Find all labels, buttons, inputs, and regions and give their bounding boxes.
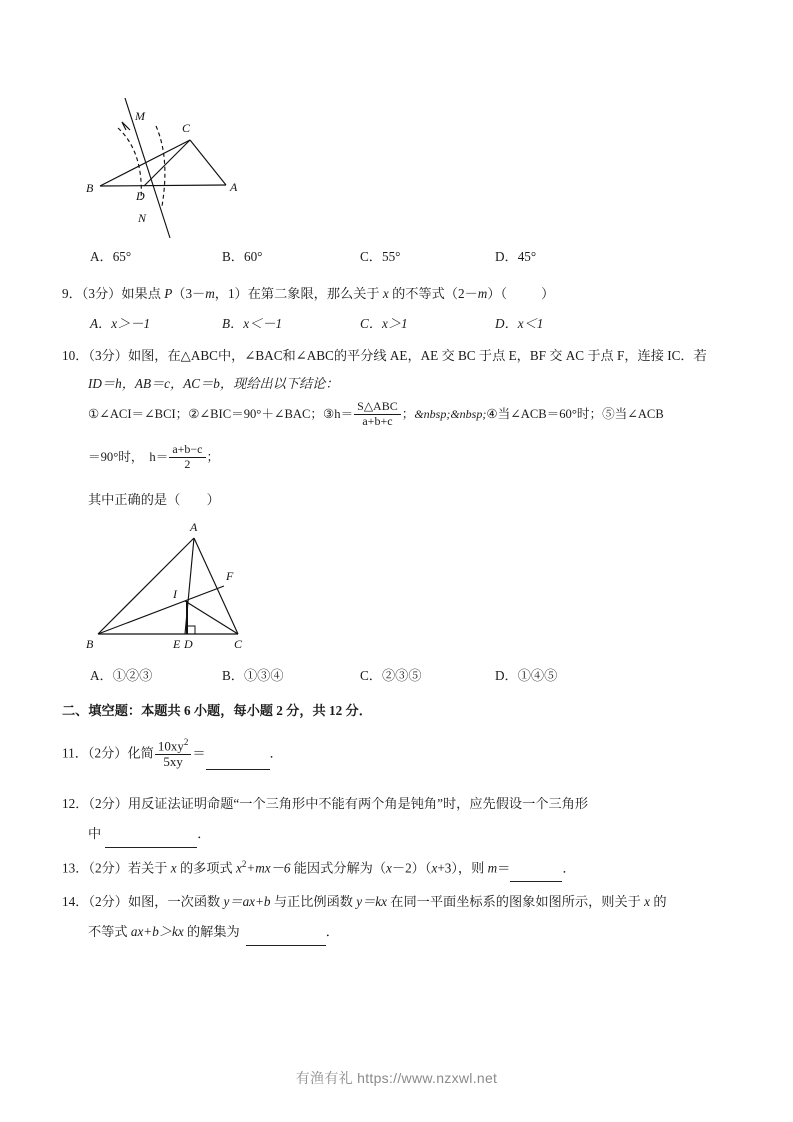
q13-t5: +3），则 [437, 860, 488, 876]
q10-conclusion-1: ①∠ACI＝∠BCI； [88, 407, 189, 421]
q14-l2a: 不等式 [88, 924, 131, 939]
q11-number: 11 [62, 745, 75, 761]
q10-number: 10 [62, 348, 76, 363]
q8-option-c[interactable]: C．55° [360, 249, 401, 264]
q12-period: ． [197, 826, 211, 841]
q11-answer-blank[interactable] [206, 757, 270, 771]
q11-equals: ＝ [192, 745, 206, 761]
question-10-line-1: 10．（3分）如图，在△ABC中，∠BAC和∠ABC的平分线 AE，AE 交 BC 于点 E，BF 交 AC 于点 F，连接 IC．若 [62, 348, 707, 363]
figure-label-C: C [182, 121, 191, 135]
question-9-stem: 9．（3分）如果点 P（3－m，1）在第二象限，那么关于 x 的不等式（2－m）（ ） [62, 286, 555, 301]
q11-num-pre: 10x [157, 738, 178, 754]
q14-l1c: 在同一平面坐标系的图象如图所示，则关于 [387, 894, 645, 909]
q10-line1-text: 如图，在△ABC中，∠BAC和∠ABC的平分线 AE，AE 交 BC 于点 E，BF 交 AC 于点 F，连接 IC．若 [127, 348, 707, 363]
figure-q10-triangle-incenter [72, 516, 272, 656]
q10-conclusion-3-h: h＝ [334, 407, 354, 421]
figure10-label-C: C [234, 637, 243, 651]
q13-t6: ＝ [497, 860, 511, 876]
q9-text-1: 如果点 [121, 286, 165, 301]
q11-text: 化简 [127, 745, 154, 761]
question-12-line-2 [88, 820, 210, 848]
q10-c5-semicolon: ； [206, 450, 220, 464]
q14-score: （2分） [88, 894, 128, 909]
q10-option-d[interactable]: D．①④⑤ [495, 668, 558, 683]
figure10-label-A: A [190, 520, 198, 534]
figure-label-D: D [136, 189, 145, 203]
q14-var-x: x [644, 894, 651, 909]
figure-label-A: A [230, 180, 238, 194]
q9-option-c[interactable]: C．x＞1 [360, 316, 408, 331]
q10-fraction-abc-over-2 [169, 443, 205, 471]
figure10-label-I: I [173, 587, 177, 601]
question-10-prompt [88, 486, 220, 514]
q10-score: （3分） [88, 348, 128, 363]
footer-watermark-text: 有渔有礼 https://www.nzxwl.net [295, 1070, 498, 1086]
q9-option-d[interactable]: D．x＜1 [495, 316, 544, 331]
q13-t3: 能因式分解为（ [290, 860, 387, 876]
q9-text-5: ）（ [487, 286, 508, 301]
q12-score: （2分） [88, 796, 128, 811]
q12-line2-pre: 中 [88, 826, 102, 841]
figure10-label-B: B [86, 637, 94, 651]
q9-var-m-1: m [205, 286, 215, 301]
question-14-line-1: 14．（2分）如图，一次函数 y＝ax+b 与正比例函数 y＝kx 在同一平面坐标系的图象如图所示，则关于 x 的 [62, 894, 667, 909]
q12-number: 12 [62, 796, 76, 811]
q13-factor-2: x [431, 860, 438, 876]
figure-label-M: M [135, 109, 145, 123]
q9-text-2: （3－ [172, 286, 206, 301]
q13-answer-blank[interactable] [510, 869, 562, 883]
q8-option-d[interactable]: D．45° [495, 249, 537, 264]
q13-number: 13 [62, 860, 76, 876]
q9-text-6: ） [541, 286, 555, 301]
q10-conclusion-2: ②∠BIC＝90°＋∠BAC； [188, 407, 323, 421]
q10-option-c[interactable]: C．②③⑤ [360, 668, 422, 683]
q10-prompt-text: 其中正确的是（ ） [88, 492, 220, 507]
question-12-line-1: 12．（2分）用反证法证明命题“一个三角形中不能有两个角是钝角”时，应先假设一个三角形 [62, 796, 589, 811]
q10-conclusion-5-head: ⑤当∠ACB [602, 407, 664, 421]
q11-fraction-denominator: 5xy [163, 753, 183, 769]
q11-period: ． [269, 745, 283, 761]
q11-fraction [155, 737, 192, 769]
q11-fraction-numerator [155, 737, 192, 755]
figure10-label-F: F [226, 569, 234, 583]
figure10-label-E: E [173, 637, 181, 651]
q14-l1d: 的 [650, 894, 667, 909]
q13-poly-rest: +mx－6 [246, 860, 291, 876]
q13-period: ． [562, 860, 576, 876]
question-10-conclusions-line [88, 400, 664, 429]
q14-answer-blank[interactable] [246, 932, 326, 946]
q13-t1: 若关于 [127, 860, 171, 876]
q12-line1-text: 用反证法证明命题“一个三角形中不能有两个角是钝角”时，应先假设一个三角形 [127, 796, 589, 811]
q13-score: （2分） [88, 860, 128, 876]
q14-number: 14 [62, 894, 76, 909]
q14-period: ． [325, 924, 339, 939]
q13-t2: 的多项式 [176, 860, 236, 876]
q14-l2b: 的解集为 [183, 924, 240, 939]
q10-nbsp-literal: &nbsp;&nbsp; [414, 407, 487, 421]
q10-c5-h: h＝ [149, 450, 169, 464]
q14-inequality: ax+b＞kx [130, 924, 184, 939]
q9-var-m-2: m [477, 286, 488, 301]
q8-option-a[interactable]: A．65° [90, 249, 132, 264]
q11-num-var: y [177, 738, 184, 754]
q13-poly-exponent: 2 [241, 859, 247, 869]
q14-l1b: 与正比例函数 [270, 894, 357, 909]
footer-watermark [0, 1068, 793, 1088]
q10-c5-tail-text: ＝90°时， [88, 450, 144, 464]
q10-conclusion-3-marker: ③ [322, 407, 335, 421]
q13-t4: －2）（ [391, 860, 432, 876]
q10-conclusion-4: ④当∠ACB＝60°时； [486, 407, 603, 421]
q10-line2-text: ID＝h，AB＝c，AC＝b，现给出以下结论： [88, 376, 339, 391]
section-2-heading [62, 697, 372, 725]
q9-option-b[interactable]: B．x＜－1 [222, 316, 283, 331]
q9-text-4: 的不等式（2－ [388, 286, 478, 301]
section-2-heading-text: 二、填空题：本题共 6 小题，每小题 2 分，共 12 分． [62, 703, 372, 718]
question-10-conclusion-5-tail [88, 443, 219, 472]
q10-fraction-area-over-perimeter [354, 400, 401, 428]
q14-function-1: y＝ax+b [223, 894, 271, 909]
q9-option-a[interactable]: A．x＞－1 [90, 316, 151, 331]
question-14-line-2 [88, 918, 339, 946]
figure-label-B: B [86, 181, 94, 195]
q9-var-x: x [382, 286, 389, 301]
q10-fraction2-numerator: a+b−c [169, 443, 205, 457]
q9-var-p: P [164, 286, 173, 301]
figure-label-N: N [138, 211, 147, 225]
q13-poly-x: x [236, 860, 242, 876]
q10-conclusion-3-semicolon: ； [401, 407, 415, 421]
q9-score: （3分） [81, 286, 122, 301]
q14-function-2: y＝kx [356, 894, 387, 909]
q11-num-exponent: 2 [183, 737, 189, 747]
question-10-line-2 [88, 370, 339, 398]
q13-var-m: m [487, 860, 498, 876]
q10-fraction2-denominator: 2 [184, 456, 191, 471]
q10-fraction-numerator: S△ABC [354, 400, 401, 414]
q14-l1a: 如图，一次函数 [127, 894, 224, 909]
q11-score: （2分） [87, 745, 128, 761]
q12-answer-blank[interactable] [105, 834, 197, 848]
q13-var-x: x [170, 860, 177, 876]
q10-option-b[interactable]: B．①③④ [222, 668, 284, 683]
question-13: 13．（2分）若关于 x 的多项式 $x^2+mx-6$ 能因式分解为（x－2）（x+3），则 m＝ ． [62, 850, 576, 882]
q9-text-3: ，1）在第二象限，那么关于 [214, 286, 383, 301]
q9-number: 9 [62, 286, 69, 301]
q10-fraction-denominator: a+b+c [362, 413, 393, 428]
q8-option-b[interactable]: B．60° [222, 249, 263, 264]
figure-q8-triangle [78, 88, 298, 238]
q10-option-a[interactable]: A．①②③ [90, 668, 153, 683]
q13-factor-1: x [386, 860, 392, 876]
question-11: 11．（2分）化简 $\frac{10xy^2}{5xy}$ ＝ ． [62, 737, 283, 769]
figure10-label-D: D [184, 637, 193, 651]
